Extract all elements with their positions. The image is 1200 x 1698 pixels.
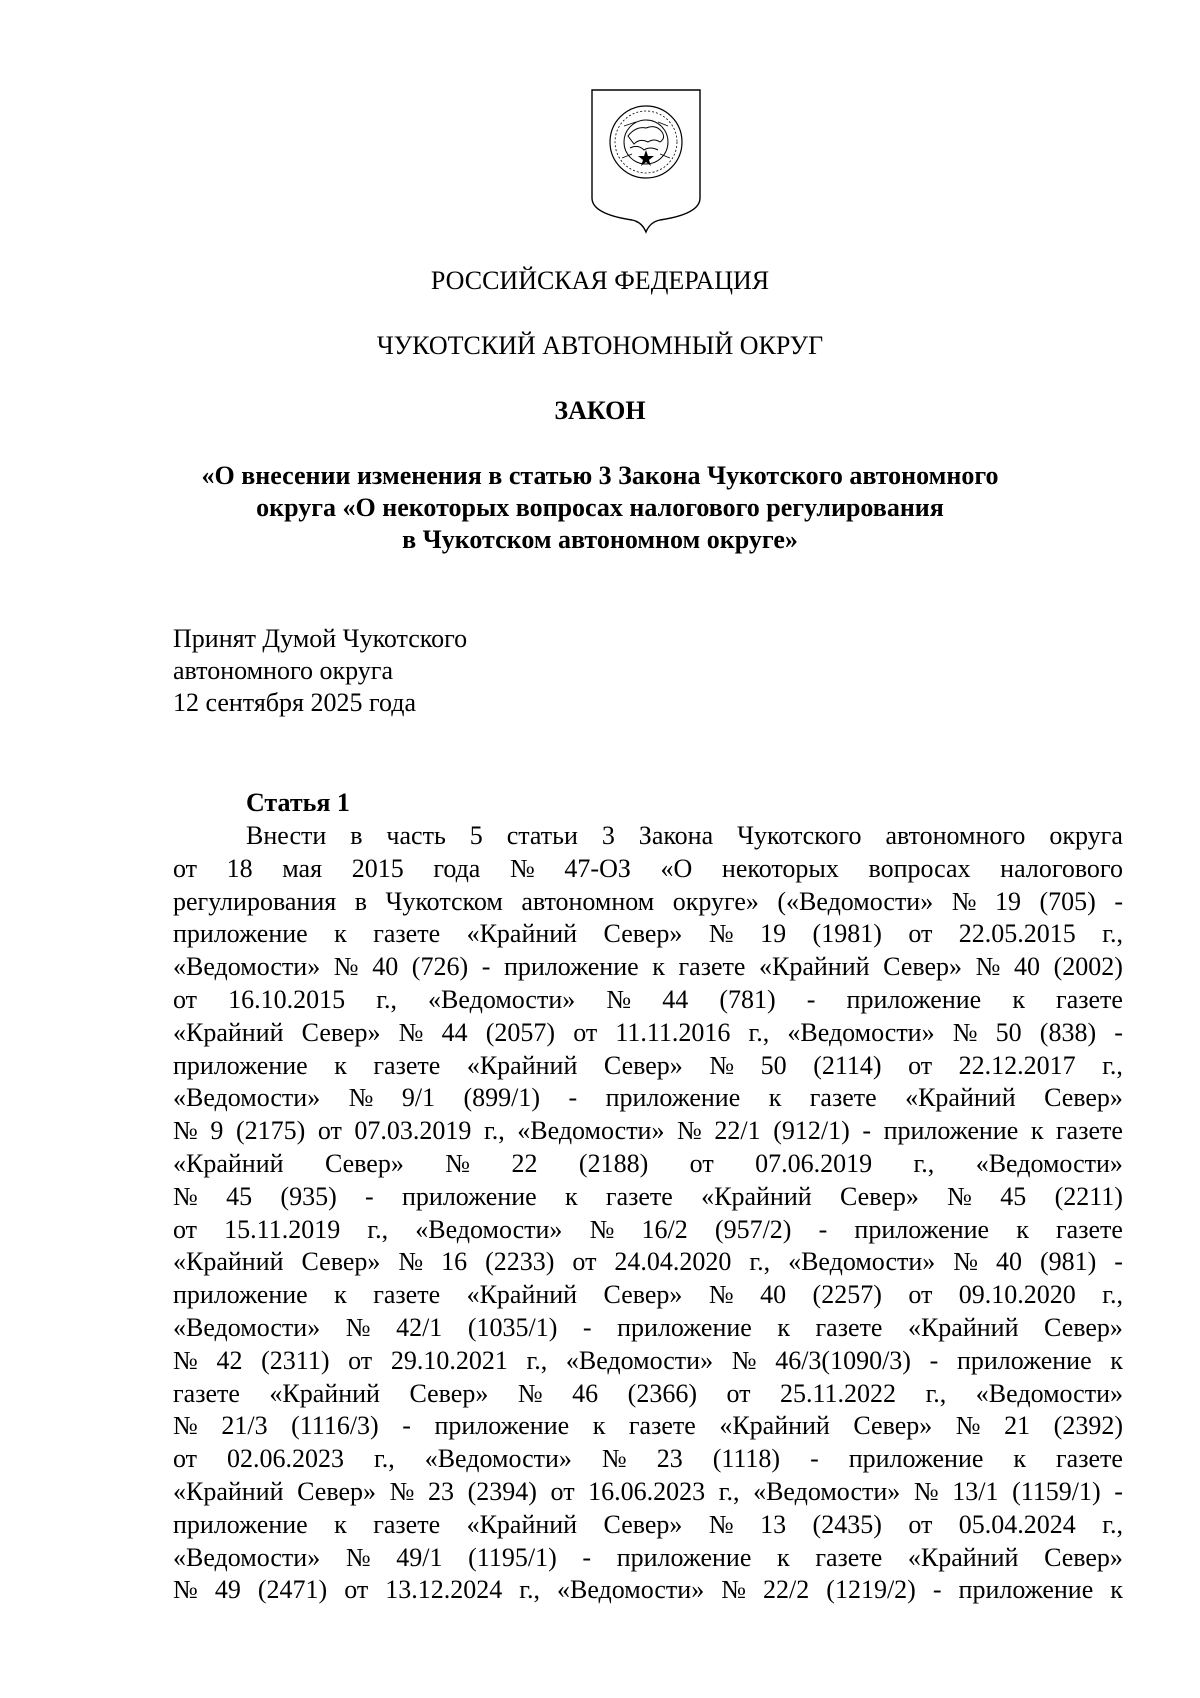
article-line: приложение к газете «Крайний Север» № 13 (2435) от 05.04.2024 г., [173,1509,1123,1539]
adoption-date: 12 сентября 2025 года [173,688,417,717]
country-heading: РОССИЙСКАЯ ФЕДЕРАЦИЯ [430,266,770,295]
law-title-line: «О внесении изменения в статью 3 Закона Чукотского автономного [201,461,999,490]
article-line: № 42 (2311) от 29.10.2021 г., «Ведомости» № 46/3(1090/3) - приложение к [173,1345,1123,1375]
article-line: № 45 (935) - приложение к газете «Крайний Север» № 45 (2211) [173,1181,1123,1211]
article-line: приложение к газете «Крайний Север» № 40 (2257) от 09.10.2020 г., [173,1280,1123,1310]
article-line: № 49 (2471) от 13.12.2024 г., «Ведомости» № 22/2 (1219/2) - приложение к [173,1575,1123,1605]
article-line: приложение к газете «Крайний Север» № 19 (1981) от 22.05.2015 г., [173,919,1123,949]
article-line: «Крайний Север» № 22 (2188) от 07.06.2019 г., «Ведомости» [173,1148,1123,1178]
document-type-heading: ЗАКОН [554,396,646,425]
article-line: «Ведомости» № 49/1 (1195/1) - приложение к газете «Крайний Север» [173,1542,1123,1572]
article-body [173,820,1123,1607]
law-title-line: округа «О некоторых вопросах налогового регулирования [256,493,944,522]
article-line: № 21/3 (1116/3) - приложение к газете «Крайний Север» № 21 (2392) [173,1411,1123,1441]
law-title [0,460,1200,556]
article-line: от 02.06.2023 г., «Ведомости» № 23 (1118) - приложение к газете [173,1444,1123,1474]
article-line: № 9 (2175) от 07.03.2019 г., «Ведомости» № 22/1 (912/1) - приложение к газете [173,1116,1123,1146]
article-line: от 16.10.2015 г., «Ведомости» № 44 (781) - приложение к газете [173,984,1123,1014]
article-line: «Ведомости» № 9/1 (899/1) - приложение к газете «Крайний Север» [173,1083,1123,1113]
article-line: от 15.11.2019 г., «Ведомости» № 16/2 (957/2) - приложение к газете [173,1214,1123,1244]
article-line: газете «Крайний Север» № 46 (2366) от 25.11.2022 г., «Ведомости» [173,1378,1123,1408]
article-line: «Крайний Север» № 16 (2233) от 24.04.2020 г., «Ведомости» № 40 (981) - [173,1247,1123,1277]
coat-of-arms-emblem [588,86,704,234]
adoption-note [173,623,467,719]
article-line: регулирования в Чукотском автономном округе» («Ведомости» № 19 (705) - [173,886,1123,916]
article-line: «Ведомости» № 42/1 (1035/1) - приложение к газете «Крайний Север» [173,1312,1123,1342]
article-line: «Крайний Север» № 44 (2057) от 11.11.2016 г., «Ведомости» № 50 (838) - [173,1017,1123,1047]
adoption-line: автономного округа [173,656,393,685]
article-line: «Ведомости» № 40 (726) - приложение к газете «Крайний Север» № 40 (2002) [173,952,1123,982]
adoption-line: Принят Думой Чукотского [173,624,468,653]
article-heading: Статья 1 [246,788,350,817]
region-heading: ЧУКОТСКИЙ АВТОНОМНЫЙ ОКРУГ [376,331,824,360]
article-line: от 18 мая 2015 года № 47-ОЗ «О некоторых вопросах налогового [173,853,1123,883]
article-line: Внести в часть 5 статьи 3 Закона Чукотского автономного округа [246,821,1123,850]
article-line: «Крайний Север» № 23 (2394) от 16.06.2023 г., «Ведомости» № 13/1 (1159/1) - [173,1476,1123,1506]
article-line: приложение к газете «Крайний Север» № 50 (2114) от 22.12.2017 г., [173,1050,1123,1080]
law-title-line: в Чукотском автономном округе» [402,525,798,554]
